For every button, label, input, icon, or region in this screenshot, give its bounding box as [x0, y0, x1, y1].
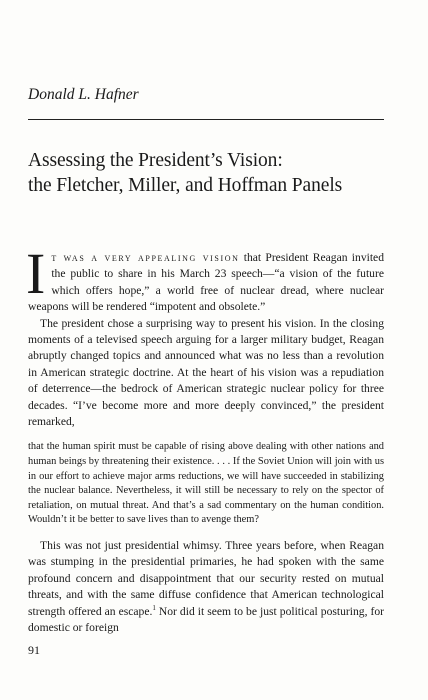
- paragraph-3: [28, 538, 384, 636]
- block-quote: that the human spirit must be capable of rising above dealing with other nations and human beings by threatening their existence. . . . If the Soviet Union will join with us in our effort to achieve major arms reductions, we will have succeeded in stabilizing the nuclear balance. Nevertheless, it will still be necessary to rely on the spector of retaliation, on mutual threat. And that’s a sad commentary on the human condition. Wouldn’t it be better to save lives than to avenge them?: [28, 441, 384, 526]
- page-number: 91: [28, 643, 40, 657]
- chapter-title-line-2: the Fletcher, Miller, and Hoffman Panels: [28, 175, 343, 196]
- chapter-title-line-1: Assessing the President’s Vision:: [28, 150, 283, 171]
- author-name: Donald L. Hafner: [28, 86, 139, 103]
- chapter-title: [28, 148, 388, 198]
- paragraph-3-tail: Nor did it seem to be just political posturing, for domestic or foreign: [28, 604, 384, 635]
- header-rule: [28, 119, 384, 120]
- paragraph-2: The president chose a surprising way to present his vision. In the closing moments of a televised speech arguing for a larger military budget, Reagan abruptly changed topics and announced what was no less than a revolution in American strategic doctrine. At the heart of his vision was a repudiation of deterrence—the bedrock of American strategic nuclear policy for three decades. “I’ve become more and more deeply convinced,” the president remarked,: [28, 316, 384, 429]
- paragraph-3-text: This was not just presidential whimsy. Three years before, when Reagan was stumping in the presidential primaries, he had spoken with the same profound concern and disappointment that our security rested on mutual threats, and with the same diffuse confidence that American technological strength offered an escape.: [28, 539, 384, 618]
- drop-cap: I: [26, 241, 46, 306]
- footnote-marker[interactable]: 1: [152, 603, 156, 612]
- opening-paragraph: [26, 241, 384, 316]
- body-text: [26, 241, 384, 636]
- opening-smallcaps: t was a very appealing vision: [51, 251, 240, 264]
- opening-text: that President Reagan invited the public to share in his March 23 speech—“a vision of the future which offers hope,” a world free of nuclear dread, where nuclear weapons will be rendered “impotent and obsolete.”: [28, 251, 384, 314]
